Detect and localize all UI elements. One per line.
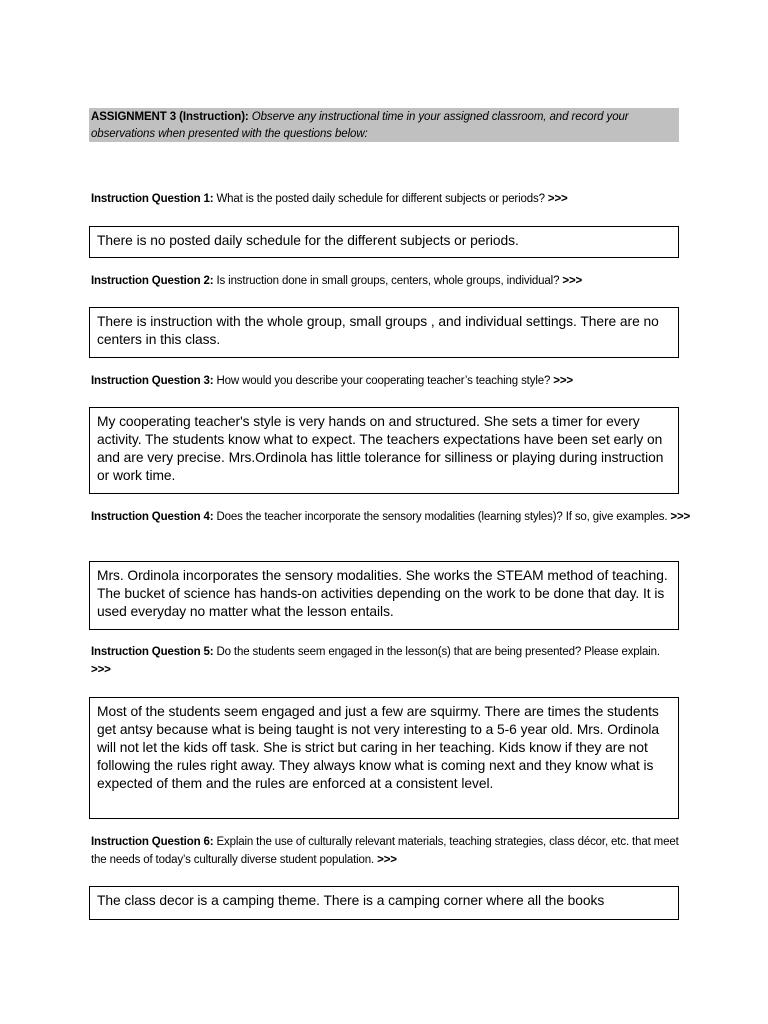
answer-box-5[interactable] bbox=[89, 697, 679, 819]
question-1 bbox=[91, 190, 691, 208]
question-5 bbox=[91, 643, 671, 679]
assignment-label: ASSIGNMENT 3 (Instruction): bbox=[91, 111, 249, 123]
question-label: Instruction Question 1: bbox=[91, 193, 214, 205]
question-arrow: >>> bbox=[562, 275, 583, 287]
answer-text: Mrs. Ordinola incorporates the sensory modalities. She works the STEAM method of teaching. The bucket of science has hands-on activities depending on the work to be done that day. It is used everyday no matter what the lesson entails. bbox=[97, 568, 668, 619]
question-label: Instruction Question 2: bbox=[91, 275, 214, 287]
answer-text: Most of the students seem engaged and just a few are squirmy. There are times the students get antsy because what is being taught is not very interesting to a 5-6 year old. Mrs. Ordinola will not let the kids off task. She is strict but caring in her teaching. Kids know if they are not following the rules right away. They always know what is coming next and they know what is expected of them and the rules are enforced at a consistent level. bbox=[97, 704, 659, 791]
question-arrow: >>> bbox=[91, 664, 111, 676]
answer-box-4[interactable] bbox=[89, 561, 679, 630]
answer-box-2[interactable] bbox=[89, 307, 679, 358]
question-arrow: >>> bbox=[377, 854, 397, 866]
question-3 bbox=[91, 372, 691, 390]
question-arrow: >>> bbox=[547, 193, 568, 205]
question-text: How would you describe your cooperating teacher’s teaching style? bbox=[216, 375, 551, 387]
question-arrow: >>> bbox=[670, 511, 691, 523]
assignment-description: Observe any instructional time in your assigned classroom, and record your observations when presented with the questions below: bbox=[91, 111, 629, 140]
question-label: Instruction Question 3: bbox=[91, 375, 214, 387]
answer-box-6[interactable] bbox=[89, 886, 679, 920]
question-6 bbox=[91, 833, 691, 869]
question-text: Does the teacher incorporate the sensory modalities (learning styles)? If so, give examples. bbox=[216, 511, 668, 523]
answer-text: The class decor is a camping theme. There is a camping corner where all the books bbox=[97, 893, 605, 908]
question-2 bbox=[91, 272, 691, 290]
answer-box-3[interactable] bbox=[89, 407, 679, 494]
question-text: Is instruction done in small groups, centers, whole groups, individual? bbox=[216, 275, 560, 287]
answer-text: My cooperating teacher's style is very hands on and structured. She sets a timer for every activity. The students know what to expect. The teachers expectations have been set early on and are very precise. Mrs.Ordinola has little tolerance for silliness or playing during instruction or work time. bbox=[97, 414, 664, 483]
question-4 bbox=[91, 508, 691, 526]
answer-text: There is instruction with the whole group, small groups , and individual settings. There are no centers in this class. bbox=[97, 314, 659, 347]
answer-text: There is no posted daily schedule for the different subjects or periods. bbox=[97, 233, 519, 248]
question-text: What is the posted daily schedule for different subjects or periods? bbox=[216, 193, 545, 205]
answer-box-1[interactable] bbox=[89, 226, 679, 258]
question-label: Instruction Question 4: bbox=[91, 511, 214, 523]
question-text: Explain the use of culturally relevant materials, teaching strategies, class décor, etc. that meet the needs of today’s culturally diverse student population. bbox=[91, 836, 679, 866]
question-arrow: >>> bbox=[553, 375, 573, 387]
question-label: Instruction Question 6: bbox=[91, 836, 214, 848]
assignment-header bbox=[89, 108, 679, 142]
question-text: Do the students seem engaged in the lesson(s) that are being presented? Please explain. bbox=[216, 646, 660, 658]
question-label: Instruction Question 5: bbox=[91, 646, 214, 658]
